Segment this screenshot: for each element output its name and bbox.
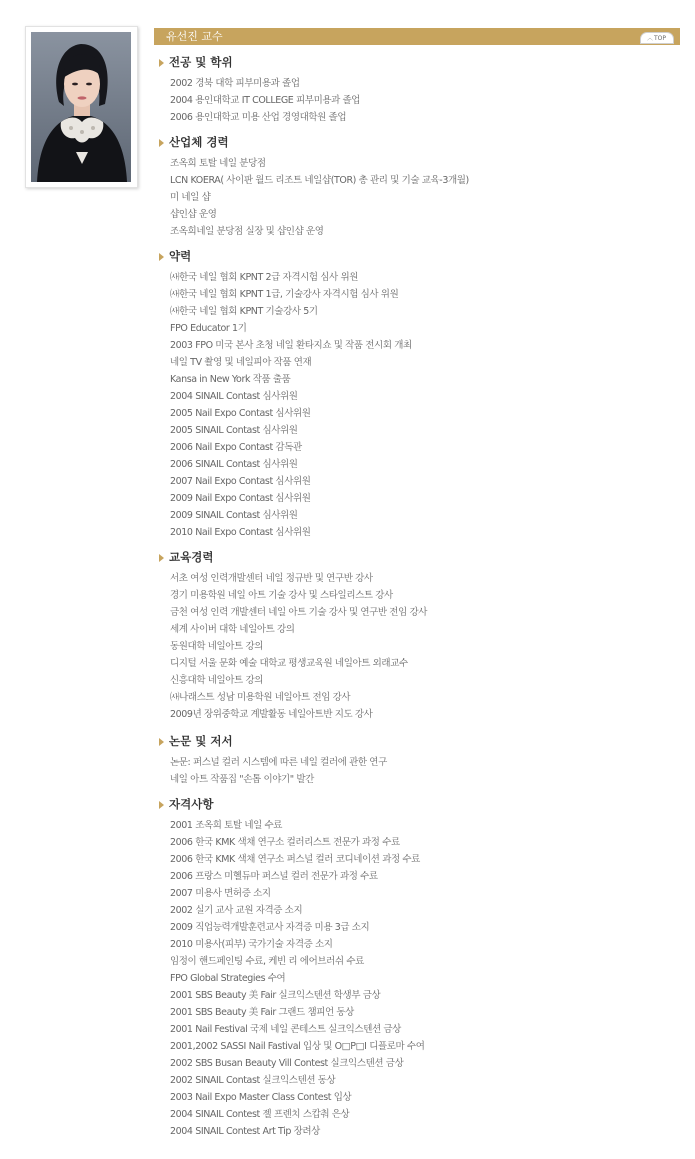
list-item: 조옥희네일 분당점 실장 및 샵인샵 운영 [170,226,324,237]
list-item: 2005 SINAIL Contast 심사위원 [170,425,298,436]
list-item: 미 네일 샵 [170,192,211,203]
list-item: 임정이 핸드페인팅 수료, 케빈 리 에어브러쉬 수료 [170,956,364,967]
triangle-bullet-icon [159,801,164,809]
list-item: 2006 한국 KMK 색채 연구소 컬러리스트 전문가 과정 수료 [170,837,400,848]
profile-content [158,54,678,1140]
list-item: 2002 실기 교사 교원 자격증 소지 [170,905,303,916]
list-item: ㈔나래스트 성남 미용학원 네일아트 전임 강사 [170,692,351,703]
list-item: 2003 Nail Expo Master Class Contest 입상 [170,1092,352,1103]
section-teaching-career [158,549,678,723]
triangle-bullet-icon [159,253,164,261]
list-item: 2010 Nail Expo Contast 심사위원 [170,527,311,538]
top-button[interactable] [640,32,674,44]
list-item: 2009년 장위중학교 계발활동 네일아트반 지도 강사 [170,709,373,720]
list-item: ㈔한국 네일 협회 KPNT 1급, 기술강사 자격시험 심사 위원 [170,289,399,300]
list-item: 2002 SBS Busan Beauty Vill Contest 실크익스텐션 금상 [170,1058,404,1069]
portrait-image [31,32,131,182]
triangle-bullet-icon [159,554,164,562]
list-item: 2001,2002 SASSI Nail Fastival 입상 및 O□P□I 디플로마 수여 [170,1041,425,1052]
triangle-bullet-icon [159,738,164,746]
list-item: 금천 여성 인력 개발센터 네일 아트 기술 강사 및 연구반 전임 강사 [170,607,428,618]
list-item: 네일 TV 촬영 및 네일피아 작품 연재 [170,357,312,368]
section-title [158,733,678,750]
list-item: 2006 용인대학교 미용 산업 경영대학원 졸업 [170,112,347,123]
triangle-bullet-icon [159,139,164,147]
list-item: 조옥희 토탈 네일 분당점 [170,158,266,169]
list-item: 서초 여성 인력개발센터 네일 정규반 및 연구반 강사 [170,573,373,584]
list-item: FPO Educator 1기 [170,323,247,334]
section-biography [158,248,678,541]
section-title-label: 약력 [169,249,192,263]
section-title [158,549,678,566]
section-industry-career [158,134,678,240]
section-publications [158,733,678,788]
list-item: 2006 한국 KMK 색채 연구소 퍼스널 컬러 코디네이션 과정 수료 [170,854,420,865]
list-item: Kansa in New York 작품 출품 [170,374,291,385]
list-item: 동원대학 네일아트 강의 [170,641,264,652]
section-qualifications [158,796,678,1140]
section-education [158,54,678,126]
list-item: 경기 미용학원 네일 아트 기술 강사 및 스타일리스트 강사 [170,590,393,601]
section-title [158,54,678,71]
section-title-label: 논문 및 저서 [169,734,233,748]
list-item: 2007 미용사 면허증 소지 [170,888,271,899]
list-item: 2002 경북 대학 피부미용과 졸업 [170,78,300,89]
list-item: 2003 FPO 미국 본사 초청 네일 환타지쇼 및 작품 전시회 개최 [170,340,412,351]
list-item: 2007 Nail Expo Contast 심사위원 [170,476,311,487]
professor-header [154,28,680,45]
list-item: 논문: 퍼스널 컬러 시스템에 따른 네일 컬러에 관한 연구 [170,757,387,768]
list-item: 2006 프랑스 미헬듀마 퍼스널 컬러 전문가 과정 수료 [170,871,378,882]
list-item: 2004 SINAIL Contest Art Tip 장려상 [170,1126,320,1137]
professor-name: 유선진 교수 [166,30,223,43]
list-item: 2009 Nail Expo Contast 심사위원 [170,493,311,504]
list-item: 2004 SINAIL Contest 젤 프렌치 스캅춰 은상 [170,1109,350,1120]
list-item: ㈔한국 네일 협회 KPNT 기술강사 5기 [170,306,318,317]
list-item: 네일 아트 작품집 "손톱 이야기" 발간 [170,774,314,785]
list-item: 2001 SBS Beauty 美 Fair 그랜드 챔피언 동상 [170,1007,354,1018]
list-item: 2006 Nail Expo Contast 감독관 [170,442,302,453]
list-item: 2001 SBS Beauty 美 Fair 실크익스텐션 학생부 금상 [170,990,381,1001]
list-item: 2009 직업능력개발훈련교사 자격증 미용 3급 소지 [170,922,370,933]
triangle-bullet-icon [159,59,164,67]
list-item: 2001 조옥희 토탈 네일 수료 [170,820,283,831]
section-title-label: 자격사항 [169,797,214,811]
list-item: 2002 SINAIL Contast 실크익스텐션 동상 [170,1075,336,1086]
list-item: 신흥대학 네일아트 강의 [170,675,264,686]
list-item: 샵인샵 운영 [170,209,217,220]
list-item: LCN KOERA( 사이판 월드 리조트 네일샵(TOR) 총 관리 및 기술 교육-3개월) [170,175,469,186]
section-title [158,796,678,813]
list-item: 2006 SINAIL Contast 심사위원 [170,459,298,470]
section-title-label: 전공 및 학위 [169,55,233,69]
section-title-label: 산업체 경력 [169,135,229,149]
list-item: FPO Global Strategies 수여 [170,973,286,984]
list-item: 2010 미용사(피부) 국가기술 자격증 소지 [170,939,333,950]
list-item: 2001 Nail Festival 국제 네일 콘테스트 실크익스텐션 금상 [170,1024,401,1035]
list-item: 2004 용인대학교 IT COLLEGE 피부미용과 졸업 [170,95,361,106]
list-item: 세계 사이버 대학 네일아트 강의 [170,624,295,635]
section-title-label: 교육경력 [169,550,214,564]
section-title [158,248,678,265]
chevron-up-icon: ︿ [647,35,654,42]
top-button-label: TOP [653,35,666,42]
list-item: 2005 Nail Expo Contast 심사위원 [170,408,311,419]
profile-photo [25,26,138,188]
list-item: 2004 SINAIL Contast 심사위원 [170,391,298,402]
list-item: 2009 SINAIL Contast 심사위원 [170,510,298,521]
list-item: 디지털 서울 문화 예술 대학교 평생교육원 네일아트 외래교수 [170,658,408,669]
list-item: ㈔한국 네일 협회 KPNT 2급 자격시험 심사 위원 [170,272,359,283]
section-title [158,134,678,151]
